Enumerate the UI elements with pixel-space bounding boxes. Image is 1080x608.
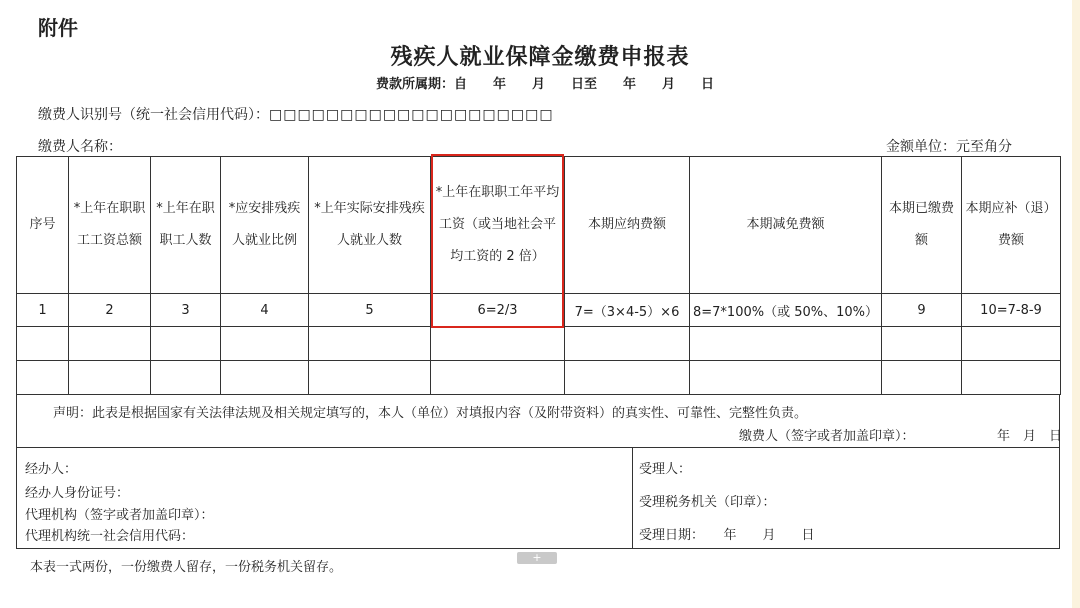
table-cell: 8=7*100%（或 50%、10%）: [690, 294, 882, 327]
header-cell-fee-reduction: 本期减免费额: [690, 157, 882, 294]
header-cell-employee-count: *上年在职职工人数: [151, 157, 221, 294]
table-cell[interactable]: [17, 327, 69, 361]
attachment-label: 附件: [38, 16, 78, 40]
declaration-sign-label: 缴费人（签字或者加盖印章）：: [739, 429, 915, 444]
section-divider: [632, 448, 633, 548]
table-cell: 4: [221, 294, 309, 327]
table-cell[interactable]: [17, 361, 69, 395]
table-cell[interactable]: [309, 361, 431, 395]
table-cell[interactable]: [882, 361, 962, 395]
table-cell[interactable]: [69, 327, 151, 361]
header-cell-required-ratio: *应安排残疾人就业比例: [221, 157, 309, 294]
table-cell[interactable]: [690, 361, 882, 395]
declaration-text: 声明：此表是根据国家有关法律法规及相关规定填写的，本人（单位）对填报内容（及附带资料）的真实性、可靠性、完整性负责。: [53, 406, 808, 421]
header-cell-payable-fee: 本期应纳费额: [565, 157, 690, 294]
table-cell[interactable]: [431, 361, 565, 395]
table-cell[interactable]: [690, 327, 882, 361]
table-cell[interactable]: [151, 361, 221, 395]
table-cell[interactable]: [309, 327, 431, 361]
table-cell[interactable]: [882, 327, 962, 361]
declaration-date: 年 月 日: [997, 429, 1063, 444]
taxpayer-id-row: [38, 104, 554, 124]
table-cell[interactable]: [565, 361, 690, 395]
form-title: 残疾人就业保障金缴费申报表: [390, 45, 690, 70]
acceptance-date-value: 年 月 日: [723, 528, 815, 543]
taxpayer-name-label: 缴费人名称：: [38, 139, 122, 155]
table-cell: 10=7-8-9: [962, 294, 1061, 327]
expand-plus-icon[interactable]: +: [517, 552, 557, 564]
taxpayer-id-boxes: □□□□□□□□□□□□□□□□□□□□: [269, 107, 554, 123]
receiver-label: 受理人：: [639, 462, 692, 477]
agency-code-label: 代理机构统一社会信用代码：: [25, 529, 195, 544]
table-cell[interactable]: [151, 327, 221, 361]
table-cell[interactable]: [962, 327, 1061, 361]
header-cell-total-wages: *上年在职职工工资总额: [69, 157, 151, 294]
table-cell[interactable]: [431, 327, 565, 361]
declaration-section: [16, 394, 1063, 448]
table-cell: 7=（3×4-5）×6: [565, 294, 690, 327]
tax-office-label: 受理税务机关（印章）：: [639, 495, 776, 510]
agency-label: 代理机构（签字或者加盖印章）：: [25, 508, 214, 523]
table-cell: 9: [882, 294, 962, 327]
fee-period-line: 费款所属期：自 年 月 日至 年 月 日: [376, 77, 715, 92]
table-cell: 6=2/3: [431, 294, 565, 327]
table-row: [17, 361, 1061, 395]
acceptance-date-label: 受理日期：: [639, 528, 698, 543]
table-cell: 5: [309, 294, 431, 327]
taxpayer-id-label: 缴费人识别号（统一社会信用代码）：: [38, 107, 269, 123]
table-cell: 2: [69, 294, 151, 327]
header-cell-actual-disabled-count: *上年实际安排残疾人就业人数: [309, 157, 431, 294]
header-cell-refund-fee: 本期应补（退）费额: [962, 157, 1061, 294]
window-right-strip: [1072, 0, 1080, 608]
highlight-box: [431, 154, 564, 328]
processing-section: [16, 447, 1060, 549]
table-cell: 3: [151, 294, 221, 327]
table-cell[interactable]: [565, 327, 690, 361]
table-cell[interactable]: [69, 361, 151, 395]
table-cell: 1: [17, 294, 69, 327]
agent-id-label: 经办人身份证号：: [25, 486, 130, 501]
table-cell[interactable]: [221, 327, 309, 361]
header-cell-paid-fee: 本期已缴费额: [882, 157, 962, 294]
table-cell[interactable]: [962, 361, 1061, 395]
table-row: [17, 327, 1061, 361]
footnote: 本表一式两份，一份缴费人留存，一份税务机关留存。: [30, 560, 343, 575]
agent-label: 经办人：: [25, 462, 78, 477]
table-cell[interactable]: [221, 361, 309, 395]
header-cell-serial: 序号: [17, 157, 69, 294]
acceptance-date-row: [639, 524, 815, 543]
amount-unit-label: 金额单位：元至角分: [886, 139, 1012, 155]
header-cell-average-wage: *上年在职职工年平均工资（或当地社会平均工资的 2 倍）: [431, 157, 565, 294]
